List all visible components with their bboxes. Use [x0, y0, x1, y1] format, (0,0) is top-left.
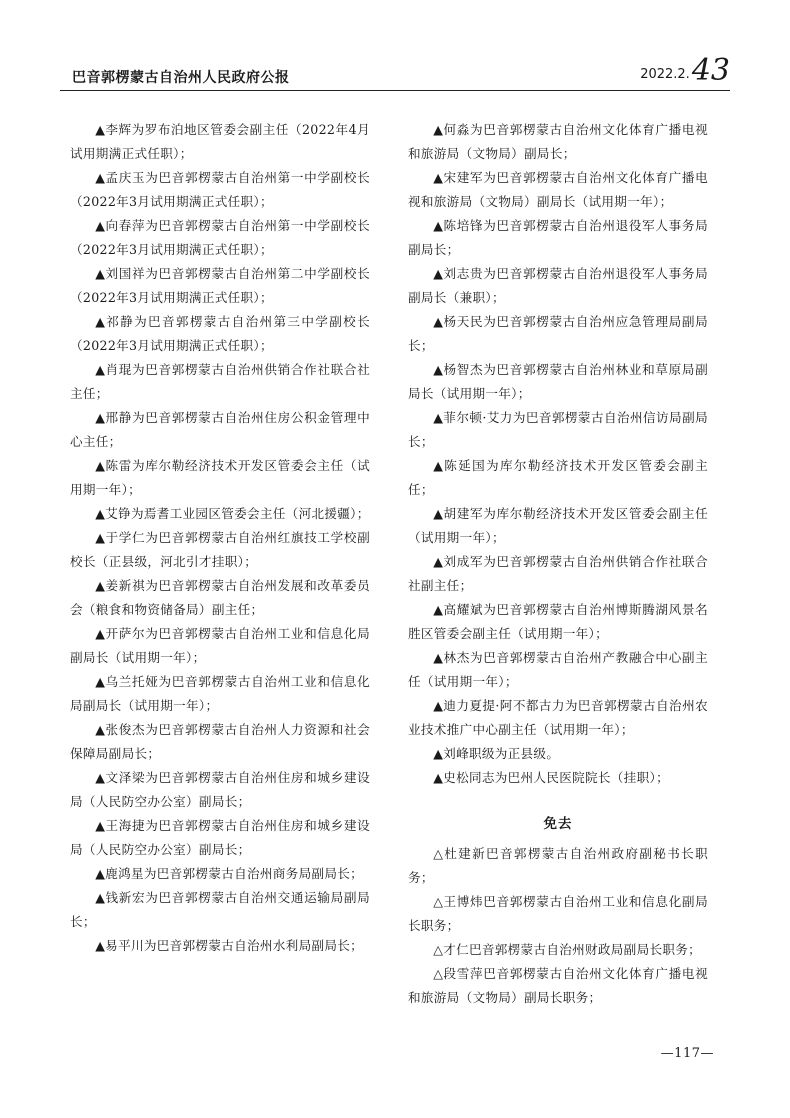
- appointment-item: ▲杨天民为巴音郭楞蒙古自治州应急管理局副局长；: [408, 314, 708, 353]
- appointment-item: ▲史松同志为巴州人民医院院长（挂职）；: [433, 770, 669, 785]
- issue-number: 43: [691, 53, 730, 88]
- appointment-item: ▲林杰为巴音郭楞蒙古自治州产教融合中心副主任（试用期一年）；: [408, 650, 708, 689]
- appointment-item: ▲杨智杰为巴音郭楞蒙古自治州林业和草原局副局长（试用期一年）；: [408, 362, 708, 401]
- left-column: [70, 118, 370, 958]
- appointment-item: ▲高耀斌为巴音郭楞蒙古自治州博斯腾湖风景名胜区管委会副主任（试用期一年）；: [408, 602, 708, 641]
- appointment-item: ▲乌兰托娅为巴音郭楞蒙古自治州工业和信息化局副局长（试用期一年）；: [70, 674, 370, 713]
- appointment-item: ▲肖琨为巴音郭楞蒙古自治州供销合作社联合社主任；: [70, 362, 370, 401]
- header-divider: [60, 90, 730, 91]
- appointment-item: ▲刘峰职级为正县级。: [433, 746, 560, 761]
- appointment-item: ▲菲尔顿·艾力为巴音郭楞蒙古自治州信访局副局长；: [408, 410, 708, 449]
- appointment-item: ▲鹿鸿星为巴音郭楞蒙古自治州商务局副局长；: [95, 866, 364, 881]
- appointment-item: ▲易平川为巴音郭楞蒙古自治州水利局副局长；: [95, 938, 364, 953]
- appointment-item: ▲王海捷为巴音郭楞蒙古自治州住房和城乡建设局（人民防空办公室）副局长；: [70, 818, 370, 857]
- appointment-item: ▲张俊杰为巴音郭楞蒙古自治州人力资源和社会保障局副局长；: [70, 722, 370, 761]
- appointment-item: ▲艾铮为焉耆工业园区管委会主任（河北援疆）；: [95, 506, 370, 521]
- appointment-item: ▲开萨尔为巴音郭楞蒙古自治州工业和信息化局副局长（试用期一年）；: [70, 626, 370, 665]
- issue-info: [640, 53, 730, 88]
- publication-title: 巴音郭楞蒙古自治州人民政府公报: [72, 70, 290, 86]
- page-header: [60, 53, 730, 90]
- appointment-item: ▲向春萍为巴音郭楞蒙古自治州第一中学副校长（2022年3月试用期满正式任职）；: [70, 218, 370, 257]
- appointment-item: ▲邢静为巴音郭楞蒙古自治州住房公积金管理中心主任；: [70, 410, 370, 449]
- removal-item: △才仁巴音郭楞蒙古自治州财政局副局长职务；: [433, 942, 702, 957]
- appointment-item: ▲陈培锋为巴音郭楞蒙古自治州退役军人事务局副局长；: [408, 218, 708, 257]
- appointment-item: ▲迪力夏提·阿不都古力为巴音郭楞蒙古自治州农业技术推广中心副主任（试用期一年）；: [408, 698, 708, 737]
- appointment-item: ▲李辉为罗布泊地区管委会副主任（2022年4月试用期满正式任职）；: [70, 122, 370, 161]
- appointment-item: ▲于学仁为巴音郭楞蒙古自治州红旗技工学校副校长（正县级，河北引才挂职）；: [70, 530, 370, 569]
- removal-item: △杜建新巴音郭楞蒙古自治州政府副秘书长职务；: [408, 846, 708, 885]
- appointment-item: ▲祁静为巴音郭楞蒙古自治州第三中学副校长（2022年3月试用期满正式任职）；: [70, 314, 370, 353]
- right-column: [408, 118, 708, 1010]
- appointment-item: ▲陈延国为库尔勒经济技术开发区管委会副主任；: [408, 458, 708, 497]
- appointment-item: ▲姜新祺为巴音郭楞蒙古自治州发展和改革委员会（粮食和物资储备局）副主任；: [70, 578, 370, 617]
- appointment-item: ▲刘成军为巴音郭楞蒙古自治州供销合作社联合社副主任；: [408, 554, 708, 593]
- appointment-item: ▲刘国祥为巴音郭楞蒙古自治州第二中学副校长（2022年3月试用期满正式任职）；: [70, 266, 370, 305]
- appointment-item: ▲钱新宏为巴音郭楞蒙古自治州交通运输局副局长；: [70, 890, 370, 929]
- appointment-item: ▲孟庆玉为巴音郭楞蒙古自治州第一中学副校长（2022年3月试用期满正式任职）；: [70, 170, 370, 209]
- appointment-item: ▲宋建军为巴音郭楞蒙古自治州文化体育广播电视和旅游局（文物局）副局长（试用期一年）；: [408, 170, 708, 209]
- appointment-item: ▲何淼为巴音郭楞蒙古自治州文化体育广播电视和旅游局（文物局）副局长；: [408, 122, 708, 161]
- page-number: —117—: [660, 1046, 714, 1061]
- appointment-item: ▲刘志贵为巴音郭楞蒙古自治州退役军人事务局副局长（兼职）；: [408, 266, 708, 305]
- removal-item: △王博炜巴音郭楞蒙古自治州工业和信息化副局长职务；: [408, 894, 708, 933]
- removal-item: △段雪萍巴音郭楞蒙古自治州文化体育广播电视和旅游局（文物局）副局长职务；: [408, 966, 708, 1005]
- removal-section-heading: 免去: [543, 816, 573, 832]
- appointment-item: ▲文泽梁为巴音郭楞蒙古自治州住房和城乡建设局（人民防空办公室）副局长；: [70, 770, 370, 809]
- appointment-item: ▲陈雷为库尔勒经济技术开发区管委会主任（试用期一年）；: [70, 458, 370, 497]
- issue-date: 2022.2.: [640, 67, 690, 82]
- appointment-item: ▲胡建军为库尔勒经济技术开发区管委会副主任（试用期一年）；: [408, 506, 708, 545]
